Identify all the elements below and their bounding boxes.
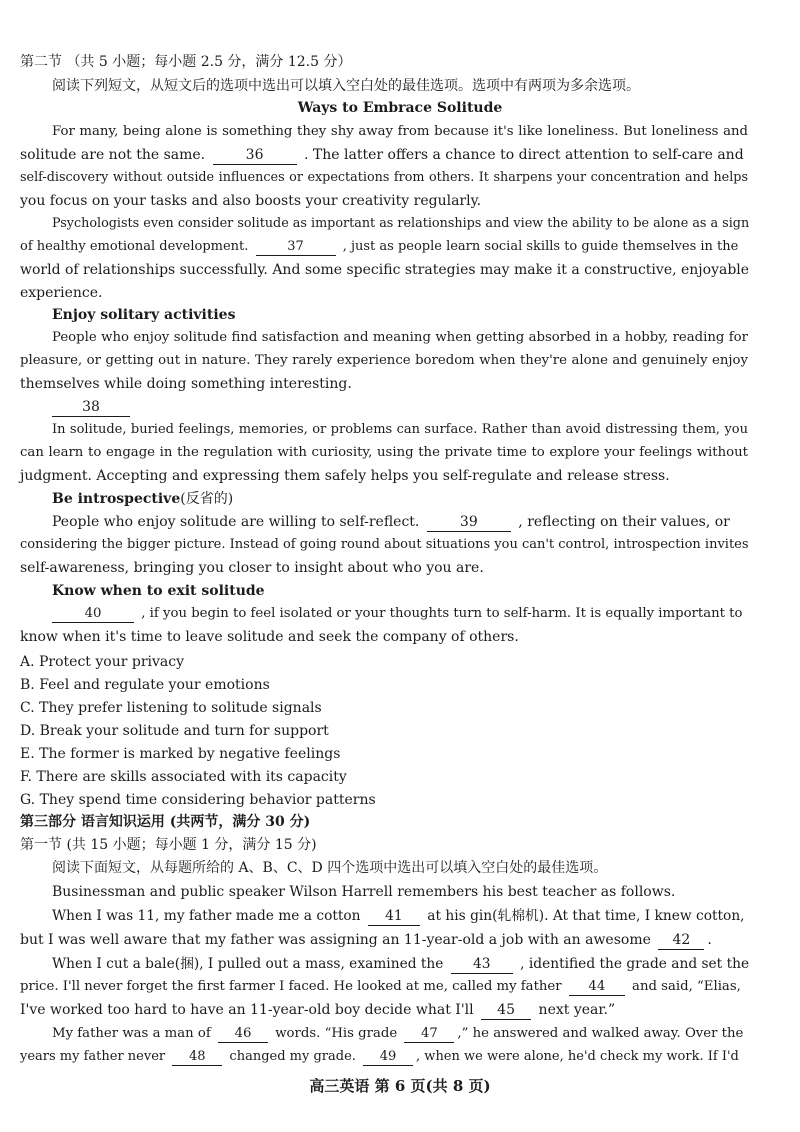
section-instruction: 阅读下列短文，从短文后的选项中选出可以填入空白处的最佳选项。选项中有两项为多余选项。 xyxy=(52,78,640,94)
p5-line1 xyxy=(52,512,748,532)
blank-37: 37 xyxy=(256,238,336,256)
blank-42: 42 xyxy=(658,932,704,950)
p1-line4: you focus on your tasks and also boosts your creativity regularly. xyxy=(20,193,482,209)
blank-36: 36 xyxy=(213,147,297,165)
cloze-line3-end: , identified the grade and set the xyxy=(520,956,750,972)
cloze-line6 xyxy=(52,1024,748,1044)
cloze-line4 xyxy=(20,977,748,997)
p1-line1: For many, being alone is something they shy away from because it's like loneliness. But loneliness and xyxy=(52,124,748,139)
blank-39: 39 xyxy=(427,514,511,532)
blank-47: 47 xyxy=(404,1025,454,1043)
cloze-line7 xyxy=(20,1047,748,1067)
cloze-line1-start: When I was 11, my father made me a cotton xyxy=(52,908,361,924)
p6-line2: know when it's time to leave solitude and seek the company of others. xyxy=(20,629,519,645)
p2-line3: world of relationships successfully. And some specific strategies may make it a constructive, enjoyable xyxy=(20,262,750,278)
p2-line4: experience. xyxy=(20,285,103,301)
cloze-line4-end: and said, “Elias, xyxy=(632,979,741,994)
p3-line1: People who enjoy solitude find satisfaction and meaning when getting absorbed in a hobby, reading for xyxy=(52,330,748,345)
p2-line2-start: of healthy emotional development. xyxy=(20,239,249,254)
part3-header: 第三部分 语言知识运用 (共两节，满分 30 分) xyxy=(20,814,311,830)
cloze-line5-start: I've worked too hard to have an 11-year-old boy decide what I'll xyxy=(20,1002,474,1018)
cloze-line2-end: . xyxy=(707,932,712,948)
cloze-line2 xyxy=(20,930,748,950)
option-e: E. The former is marked by negative feelings xyxy=(20,746,341,762)
cloze-line7-mid: changed my grade. xyxy=(229,1049,356,1064)
p2-line2-end: , just as people learn social skills to guide themselves in the xyxy=(342,239,739,254)
p6-line1-end: , if you begin to feel isolated or your thoughts turn to self-harm. It is equally important to xyxy=(141,606,743,621)
p3-line2: pleasure, or getting out in nature. They rarely experience boredom when they're alone and genuinely enjoy xyxy=(20,353,748,368)
heading-solitary-activities: Enjoy solitary activities xyxy=(52,307,236,323)
cloze-line6-start: My father was a man of xyxy=(52,1026,211,1041)
blank-44: 44 xyxy=(569,978,625,996)
p4-line3: judgment. Accepting and expressing them safely helps you self-regulate and release stress. xyxy=(20,468,670,484)
cloze-line6-end: ,” he answered and walked away. Over the xyxy=(457,1026,744,1041)
option-c: C. They prefer listening to solitude signals xyxy=(20,700,322,716)
cloze-line1-end: at his gin(轧棉机). At that time, I knew cotton, xyxy=(427,908,745,924)
cloze-line2-start: but I was well aware that my father was assigning an 11-year-old a job with an awesome xyxy=(20,932,651,948)
heading-exit-solitude: Know when to exit solitude xyxy=(52,583,265,599)
blank-41: 41 xyxy=(368,908,420,926)
cloze-line7-end: , when we were alone, he'd check my work. If I'd xyxy=(416,1049,739,1064)
cloze-line4-start: price. I'll never forget the first farmer I faced. He looked at me, called my father xyxy=(20,979,562,994)
heading-introspective-note: (反省的) xyxy=(180,491,234,507)
p5-line2: considering the bigger picture. Instead of going round about situations you can't control, introspection invites xyxy=(20,537,749,552)
p2-line1: Psychologists even consider solitude as important as relationships and view the ability to be alone as a sign xyxy=(52,216,750,231)
heading-introspective xyxy=(52,489,748,509)
p5-line3: self-awareness, bringing you closer to insight about who you are. xyxy=(20,560,484,576)
option-a: A. Protect your privacy xyxy=(20,654,185,670)
p3-line3: themselves while doing something interesting. xyxy=(20,376,352,392)
cloze-line3-start: When I cut a bale(捆), I pulled out a mass, examined the xyxy=(52,956,444,972)
heading-introspective-text: Be introspective xyxy=(52,491,181,507)
p1-line2 xyxy=(20,145,748,165)
cloze-line3 xyxy=(52,954,748,974)
part3-instruction: 阅读下面短文，从每题所给的 A、B、C、D 四个选项中选出可以填入空白处的最佳选项。 xyxy=(52,860,608,876)
page-footer: 高三英语 第 6 页(共 8 页) xyxy=(309,1077,491,1095)
cloze-line7-start: years my father never xyxy=(20,1049,166,1064)
p4-line2: can learn to engage in the regulation with curiosity, using the private time to explore your feelings without xyxy=(20,445,748,460)
cloze-line5-end: next year.” xyxy=(538,1002,616,1018)
cloze-intro: Businessman and public speaker Wilson Harrell remembers his best teacher as follows. xyxy=(52,884,676,900)
p2-line2 xyxy=(20,237,748,257)
blank-40: 40 xyxy=(52,605,134,623)
p5-line1-end: , reflecting on their values, or xyxy=(518,514,730,530)
cloze-line1 xyxy=(52,906,748,926)
blank-46: 46 xyxy=(218,1025,268,1043)
option-f: F. There are skills associated with its capacity xyxy=(20,769,347,785)
p4-line1: In solitude, buried feelings, memories, or problems can surface. Rather than avoid distressing them, you xyxy=(52,422,748,437)
cloze-line5 xyxy=(20,1000,748,1020)
cloze-line6-mid: words. “His grade xyxy=(275,1026,398,1041)
p1-line2-end: . The latter offers a chance to direct attention to self-care and xyxy=(304,147,744,163)
p1-line3: self-discovery without outside influences or expectations from others. It sharpens your concentration and helps xyxy=(20,170,748,185)
section-header: 第二节 （共 5 小题；每小题 2.5 分，满分 12.5 分） xyxy=(20,54,352,70)
p1-line2-start: solitude are not the same. xyxy=(20,147,206,163)
blank-45: 45 xyxy=(481,1002,531,1020)
blank-48: 48 xyxy=(172,1048,222,1066)
blank-49: 49 xyxy=(363,1048,413,1066)
option-g: G. They spend time considering behavior patterns xyxy=(20,792,376,808)
passage-title: Ways to Embrace Solitude xyxy=(297,100,503,116)
blank-43: 43 xyxy=(451,956,513,974)
part3-subheader: 第一节 (共 15 小题；每小题 1 分，满分 15 分) xyxy=(20,837,317,853)
p5-line1-start: People who enjoy solitude are willing to self-reflect. xyxy=(52,514,420,530)
option-d: D. Break your solitude and turn for support xyxy=(20,723,329,739)
option-b: B. Feel and regulate your emotions xyxy=(20,677,270,693)
blank-38: 38 xyxy=(52,399,130,417)
heading-38 xyxy=(52,397,748,417)
p6-line1 xyxy=(52,604,748,624)
